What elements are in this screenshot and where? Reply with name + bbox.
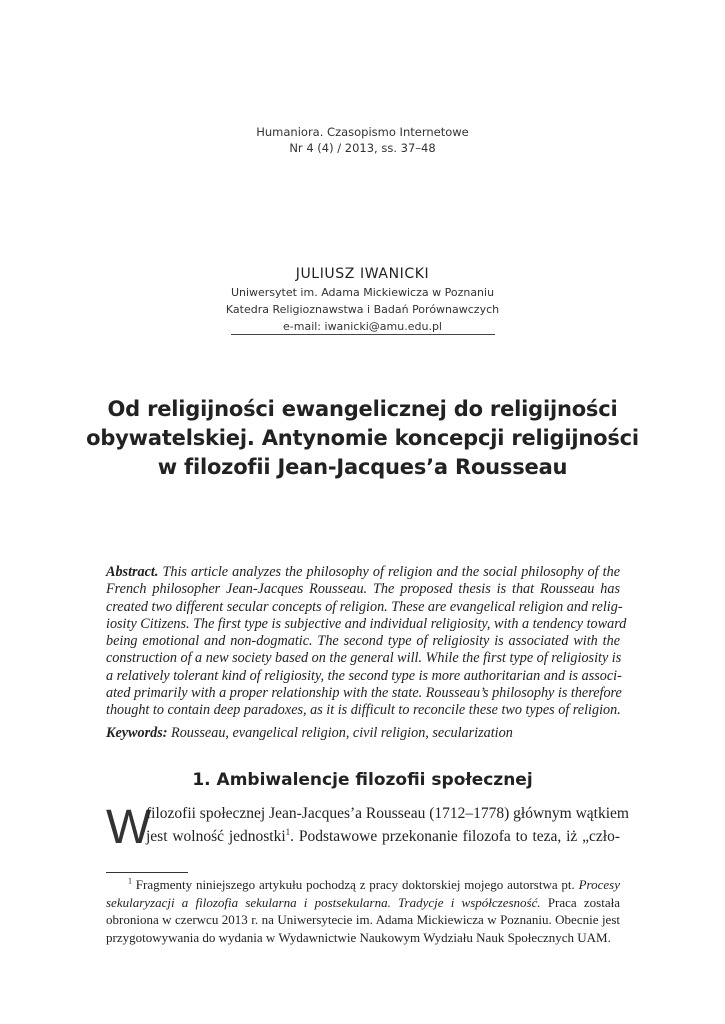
abstract-line: created two different secular concepts of religion. These are evangelical religion and relig-: [106, 598, 623, 615]
abstract-line: iosity Citizens. The first type is subjective and individual religiosity, with a tendency toward: [106, 615, 627, 632]
footnote-divider: [106, 872, 188, 873]
body-line: jest wolność jednostki$^1$. Podstawowe przekonanie filozofa to teza, iż „czło-: [146, 826, 620, 845]
abstract-line: thought to contain deep paradoxes, as it is difficult to reconcile these two types of religion.: [106, 702, 621, 719]
abstract-line: construction of a new society based on the general will. While the first type of religiosity is: [106, 650, 622, 667]
journal-name: Humaniora. Czasopismo Internetowe: [256, 125, 469, 139]
footnote: [106, 876, 620, 946]
drop-cap: W: [106, 801, 152, 854]
abstract-line: a relatively tolerant kind of religiosity, the second type is more authoritarian and is associ-: [106, 667, 622, 684]
section-heading: 1. Ambiwalencje filozofii społecznej: [192, 770, 533, 790]
footnote-mark: 1: [128, 876, 132, 886]
keywords-label: Keywords:: [106, 725, 168, 741]
journal-header: [0, 124, 725, 156]
title-line: obywatelskiej. Antynomie koncepcji religijności: [86, 426, 639, 450]
keywords-text: Rousseau, evangelical religion, civil religion, secularization: [167, 725, 513, 741]
body-line: filozofii społecznej Jean-Jacques’a Rousseau (1712–1778) głównym wątkiem: [146, 805, 629, 822]
author-block: [0, 264, 725, 335]
article-title: [0, 395, 725, 482]
journal-issue: Nr 4 (4) / 2013, ss. 37–48: [289, 141, 436, 155]
abstract-line: ated primarily with a proper relationship with the state. Rousseau’s philosophy is therefore: [106, 685, 622, 702]
author-affiliation-university: Uniwersytet im. Adama Mickiewicza w Poznaniu: [230, 286, 495, 299]
abstract-line: Abstract. This article analyzes the philosophy of religion and the social philosophy of the: [106, 564, 620, 580]
footnote-ref[interactable]: 1: [285, 826, 291, 837]
footnote-line: przygotowywania do wydania w Wydawnictwie Naukowym Wydziału Nauk Społecznych UAM.: [106, 929, 611, 945]
keywords: [106, 724, 620, 742]
abstract-line: French philosopher Jean-Jacques Rousseau. The proposed thesis is that Rousseau has: [106, 581, 620, 598]
abstract-line: being emotional and non-dogmatic. The second type of religiosity is associated with the: [106, 633, 620, 650]
title-line: w filozofii Jean-Jacques’a Rousseau: [157, 455, 568, 479]
author-name: JULIUSZ IWANICKI: [295, 266, 430, 282]
footnote-line: obroniona w czerwcu 2013 r. na Uniwersytecie im. Adama Mickiewicza w Poznaniu. Obecnie jest: [106, 912, 620, 927]
footnote-line: sekularyzacji a filozofia sekularna i postsekularna. Tradycje i współczesność. Praca została: [106, 894, 620, 910]
title-line: Od religijności ewangelicznej do religijności: [107, 397, 618, 421]
abstract: [106, 564, 627, 720]
footnote-line: $^1$ Fragmenty niniejszego artykułu pochodzą z pracy doktorskiej mojego autorstwa pt. Procesy: [128, 876, 620, 892]
author-divider: [231, 334, 495, 335]
abstract-label: Abstract.: [106, 564, 159, 580]
author-email: e-mail: iwanicki@amu.edu.pl: [283, 320, 442, 333]
author-affiliation-department: Katedra Religioznawstwa i Badań Porównawczych: [225, 303, 500, 316]
